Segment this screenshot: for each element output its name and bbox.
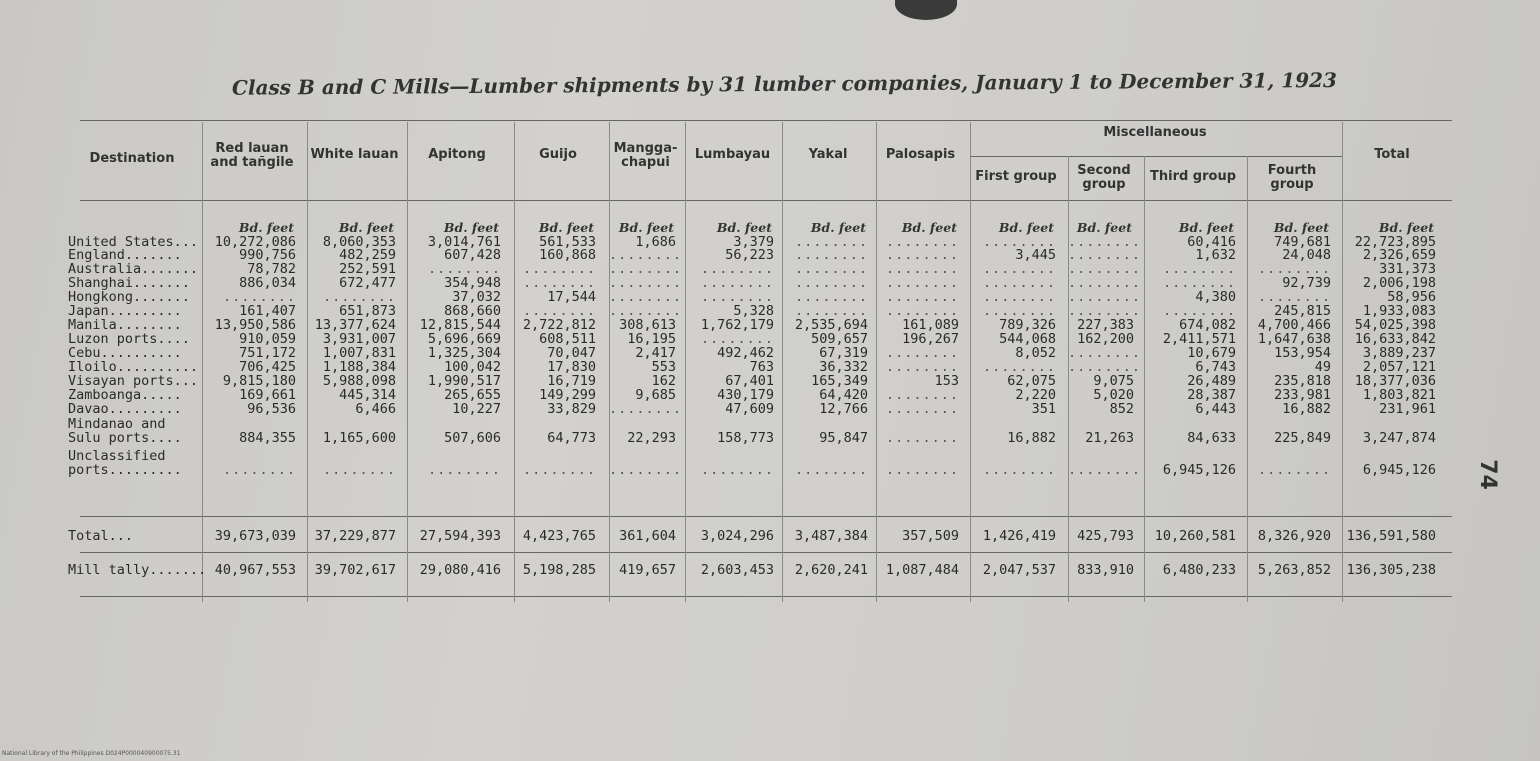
table-row-label: Davao......... <box>68 401 182 417</box>
unit-label: Bd. feet <box>538 220 594 235</box>
table-row-cell: 17,544 <box>547 289 596 305</box>
mill-tally-row-cell: 833,910 <box>1077 562 1134 578</box>
table-row-cell: ........ <box>427 461 501 478</box>
table-row-cell: ........ <box>885 261 959 277</box>
table-row-cell: 1,686 <box>635 234 676 250</box>
table-row-cell: 16,633,842 <box>1354 331 1436 347</box>
unit-label: Bd. feet <box>618 220 674 235</box>
table-row-cell: 706,425 <box>239 359 296 375</box>
total-row-cell: 425,793 <box>1077 528 1134 544</box>
table-row-cell: 9,815,180 <box>222 373 296 389</box>
table-row-cell: 2,220 <box>1015 387 1056 403</box>
table-row-cell: 165,349 <box>811 373 868 389</box>
table-row-cell: ........ <box>794 289 868 305</box>
table-row-cell: ........ <box>322 289 396 305</box>
table-row-cell: 5,988,098 <box>322 373 396 389</box>
table-row-cell: 3,445 <box>1015 247 1056 263</box>
table-row-cell: ........ <box>1162 261 1236 277</box>
table-row-cell: 2,326,659 <box>1362 247 1436 263</box>
table-row-cell: 10,272,086 <box>214 234 296 250</box>
table-row-cell: 749,681 <box>1274 234 1331 250</box>
table-row-cell: ........ <box>1162 275 1236 291</box>
table-row-cell: ........ <box>982 303 1056 319</box>
table-row-cell: 507,606 <box>444 429 501 446</box>
table-row-cell: ........ <box>1257 289 1331 305</box>
table-row-cell: 67,401 <box>725 373 774 389</box>
table-row-cell: ........ <box>885 303 959 319</box>
total-row-cell: 361,604 <box>619 528 676 544</box>
table-row-cell: 161,407 <box>239 303 296 319</box>
mill-tally-row-label: Mill tally....... <box>68 562 207 578</box>
table-row-cell: 49 <box>1314 359 1331 375</box>
table-row-cell: ........ <box>885 401 959 417</box>
unit-label: Bd. feet <box>810 220 866 235</box>
table-row-cell: 227,383 <box>1077 317 1134 333</box>
table-row-label: Manila........ <box>68 317 182 333</box>
table-row-cell: ........ <box>1068 261 1142 277</box>
table-row-cell: 1,762,179 <box>700 317 774 333</box>
table-row-cell: 2,006,198 <box>1362 275 1436 291</box>
table-row-cell: 8,052 <box>1015 345 1056 361</box>
table-row-cell: 3,379 <box>733 234 774 250</box>
total-row-cell: 10,260,581 <box>1154 528 1236 544</box>
header-column: Third group <box>1149 169 1237 184</box>
table-row-cell: 153 <box>934 373 959 389</box>
table-row-label: Iloilo.......... <box>68 359 199 375</box>
table-row-cell: 1,165,600 <box>322 429 396 446</box>
table-row-cell: 13,377,624 <box>314 317 396 333</box>
table-row-cell: 651,873 <box>339 303 396 319</box>
table-row-cell: ........ <box>222 461 296 478</box>
lumber-table <box>62 112 1452 602</box>
table-row-cell: 9,685 <box>635 387 676 403</box>
header-column: Guijo <box>539 147 577 162</box>
total-row-cell: 8,326,920 <box>1257 528 1331 544</box>
table-row-label: United States... <box>68 234 199 250</box>
unit-label: Bd. feet <box>716 220 772 235</box>
table-row-cell: 24,048 <box>1282 247 1331 263</box>
table-row-cell: 561,533 <box>539 234 596 250</box>
table-row-cell: 1,990,517 <box>427 373 501 389</box>
table-title: Class B and C Mills—Lumber shipments by 31 lumber companies, January 1 to December 31, 1923 <box>231 67 1337 100</box>
table-row-cell: 162,200 <box>1077 331 1134 347</box>
table-row-cell: 751,172 <box>239 345 296 361</box>
table-row-cell: ........ <box>885 247 959 263</box>
table-row-cell: 2,411,571 <box>1162 331 1236 347</box>
table-row-label: Cebu.......... <box>68 345 182 361</box>
table-row-cell: 158,773 <box>717 429 774 446</box>
table-row-cell: ........ <box>885 461 959 478</box>
table-row-cell: 8,060,353 <box>322 234 396 250</box>
header-column: Apitong <box>428 147 486 162</box>
header-column: Red lauan and tañgile <box>210 141 294 170</box>
unit-label: Bd. feet <box>1378 220 1434 235</box>
table-row-cell: 3,889,237 <box>1362 345 1436 361</box>
table-row-cell: 430,179 <box>717 387 774 403</box>
table-row-cell: 1,325,304 <box>427 345 501 361</box>
table-row-cell: 608,511 <box>539 331 596 347</box>
table-row-cell: 225,849 <box>1274 429 1331 446</box>
rule-misc-header <box>970 156 1342 157</box>
table-row-cell: 1,803,821 <box>1362 387 1436 403</box>
table-row-cell: 17,830 <box>547 359 596 375</box>
table-row-cell: ........ <box>222 289 296 305</box>
table-row-cell: 5,020 <box>1093 387 1134 403</box>
table-row-cell: 56,223 <box>725 247 774 263</box>
mill-tally-row-cell: 2,047,537 <box>982 562 1056 578</box>
table-row-cell: 868,660 <box>444 303 501 319</box>
table-row-cell: ........ <box>794 275 868 291</box>
mill-tally-row-cell: 2,620,241 <box>794 562 868 578</box>
table-row-cell: 196,267 <box>902 331 959 347</box>
table-row-label: Luzon ports.... <box>68 331 190 347</box>
table-row-cell: 153,954 <box>1274 345 1331 361</box>
mill-tally-row-cell: 5,263,852 <box>1257 562 1331 578</box>
table-row-cell: 445,314 <box>339 387 396 403</box>
page-number: 74 <box>1474 459 1500 490</box>
header-column: Fourth group <box>1267 163 1317 192</box>
rule-top <box>80 120 1452 121</box>
table-row-cell: 64,420 <box>819 387 868 403</box>
table-row-cell: ........ <box>609 247 683 263</box>
table-row-cell: 331,373 <box>1379 261 1436 277</box>
table-row-cell: ........ <box>885 345 959 361</box>
mill-tally-row-cell: 136,305,238 <box>1346 562 1436 578</box>
scan-blot <box>895 0 957 20</box>
table-row-cell: ........ <box>1068 234 1142 250</box>
unit-label: Bd. feet <box>338 220 394 235</box>
mill-tally-row-cell: 1,087,484 <box>885 562 959 578</box>
mill-tally-row-cell: 6,480,233 <box>1162 562 1236 578</box>
table-row-cell: ........ <box>794 234 868 250</box>
table-row-cell: 10,227 <box>452 401 501 417</box>
table-row-cell: ........ <box>609 303 683 319</box>
header-column: Yakal <box>808 147 848 162</box>
table-row-cell: 308,613 <box>619 317 676 333</box>
table-row-cell: 789,326 <box>999 317 1056 333</box>
table-row-cell: 161,089 <box>902 317 959 333</box>
table-row-label: Mindanao and Sulu ports.... <box>68 416 182 446</box>
total-row-cell: 3,024,296 <box>700 528 774 544</box>
table-row-cell: 607,428 <box>444 247 501 263</box>
table-row-cell: 22,293 <box>627 429 676 446</box>
table-row-cell: ........ <box>522 275 596 291</box>
table-row-cell: 2,535,694 <box>794 317 868 333</box>
table-row-cell: 3,247,874 <box>1362 429 1436 446</box>
table-row-cell: 4,700,466 <box>1257 317 1331 333</box>
scan-footer: National Library of the Philippines D024P000040900075.31 <box>2 750 181 757</box>
table-row-cell: ........ <box>1068 303 1142 319</box>
table-row-cell: 12,766 <box>819 401 868 417</box>
table-row-cell: 100,042 <box>444 359 501 375</box>
header-destination: Destination <box>89 151 175 166</box>
table-row-cell: ........ <box>1068 345 1142 361</box>
table-row-cell: 9,075 <box>1093 373 1134 389</box>
table-row-cell: 252,591 <box>339 261 396 277</box>
table-row-cell: ........ <box>1257 261 1331 277</box>
table-row-cell: 3,931,007 <box>322 331 396 347</box>
table-row-cell: 28,387 <box>1187 387 1236 403</box>
table-row-cell: 5,328 <box>733 303 774 319</box>
table-row-cell: 2,057,121 <box>1362 359 1436 375</box>
table-row-label: England....... <box>68 247 182 263</box>
table-row-cell: 6,743 <box>1195 359 1236 375</box>
table-row-cell: ........ <box>885 429 959 446</box>
table-row-cell: 62,075 <box>1007 373 1056 389</box>
unit-label: Bd. feet <box>238 220 294 235</box>
table-row-cell: ........ <box>982 289 1056 305</box>
unit-label: Bd. feet <box>443 220 499 235</box>
table-row-cell: 235,818 <box>1274 373 1331 389</box>
table-row-label: Shanghai....... <box>68 275 190 291</box>
table-row-cell: 5,696,669 <box>427 331 501 347</box>
table-row-cell: 886,034 <box>239 275 296 291</box>
table-row-cell: 37,032 <box>452 289 501 305</box>
header-column: First group <box>975 169 1057 184</box>
table-row-cell: ........ <box>1068 275 1142 291</box>
table-row-cell: 233,981 <box>1274 387 1331 403</box>
table-row-cell: ........ <box>982 359 1056 375</box>
table-row-cell: ........ <box>885 289 959 305</box>
table-row-cell: 265,655 <box>444 387 501 403</box>
unit-label: Bd. feet <box>1076 220 1132 235</box>
table-row-cell: 509,657 <box>811 331 868 347</box>
table-row-cell: 2,722,812 <box>522 317 596 333</box>
total-row-cell: 27,594,393 <box>419 528 501 544</box>
table-row-cell: 6,443 <box>1195 401 1236 417</box>
table-row-cell: 544,068 <box>999 331 1056 347</box>
total-row-cell: 3,487,384 <box>794 528 868 544</box>
table-row-cell: 64,773 <box>547 429 596 446</box>
header-column: Palosapis <box>885 147 956 162</box>
table-row-cell: 96,536 <box>247 401 296 417</box>
table-row-cell: 4,380 <box>1195 289 1236 305</box>
table-row-cell: 990,756 <box>239 247 296 263</box>
table-row-cell: 672,477 <box>339 275 396 291</box>
table-row-cell: ........ <box>609 401 683 417</box>
table-row-cell: 1,007,831 <box>322 345 396 361</box>
table-row-cell: 1,647,638 <box>1257 331 1331 347</box>
table-row-cell: 47,609 <box>725 401 774 417</box>
table-row-cell: 16,719 <box>547 373 596 389</box>
table-row-cell: ........ <box>794 247 868 263</box>
table-row-cell: ........ <box>522 261 596 277</box>
table-row-cell: 12,815,544 <box>419 317 501 333</box>
table-row-cell: ........ <box>700 331 774 347</box>
total-row-cell: 136,591,580 <box>1346 528 1436 544</box>
table-row-cell: ........ <box>700 261 774 277</box>
mill-tally-row-cell: 40,967,553 <box>214 562 296 578</box>
table-row-cell: 16,882 <box>1007 429 1056 446</box>
table-row-cell: ........ <box>885 359 959 375</box>
table-row-cell: 33,829 <box>547 401 596 417</box>
table-row-cell: 18,377,036 <box>1354 373 1436 389</box>
table-row-cell: 763 <box>749 359 774 375</box>
total-row-label: Total... <box>68 528 134 544</box>
table-row-cell: ........ <box>794 461 868 478</box>
header-column: White lauan <box>310 147 399 162</box>
table-row-cell: 162 <box>651 373 676 389</box>
table-row-cell: ........ <box>322 461 396 478</box>
table-row-cell: 22,723,895 <box>1354 234 1436 250</box>
mill-tally-row-cell: 419,657 <box>619 562 676 578</box>
table-row-cell: 70,047 <box>547 345 596 361</box>
table-row-cell: ........ <box>609 261 683 277</box>
table-row-cell: ........ <box>885 387 959 403</box>
table-row-cell: 10,679 <box>1187 345 1236 361</box>
table-row-cell: 78,782 <box>247 261 296 277</box>
table-row-cell: ........ <box>1162 303 1236 319</box>
table-row-label: Japan......... <box>68 303 182 319</box>
table-row-cell: 26,489 <box>1187 373 1236 389</box>
table-row-cell: 67,319 <box>819 345 868 361</box>
mill-tally-row-cell: 5,198,285 <box>522 562 596 578</box>
table-row-cell: ........ <box>609 289 683 305</box>
table-row-cell: ........ <box>982 275 1056 291</box>
table-row-cell: 1,632 <box>1195 247 1236 263</box>
mill-tally-row-cell: 2,603,453 <box>700 562 774 578</box>
table-row-cell: ........ <box>1068 461 1142 478</box>
table-row-cell: ........ <box>700 461 774 478</box>
mill-tally-row-cell: 29,080,416 <box>419 562 501 578</box>
header-column: Lumbayau <box>694 147 771 162</box>
table-row-cell: 482,259 <box>339 247 396 263</box>
header-column: Second group <box>1077 163 1131 192</box>
table-row-cell: 149,299 <box>539 387 596 403</box>
table-row-cell: 169,661 <box>239 387 296 403</box>
unit-label: Bd. feet <box>1273 220 1329 235</box>
total-row-cell: 357,509 <box>902 528 959 544</box>
table-row-cell: ........ <box>700 275 774 291</box>
table-row-cell: 95,847 <box>819 429 868 446</box>
table-row-cell: 354,948 <box>444 275 501 291</box>
table-row-cell: ........ <box>885 275 959 291</box>
table-row-cell: 16,195 <box>627 331 676 347</box>
table-row-cell: 92,739 <box>1282 275 1331 291</box>
table-row-cell: 54,025,398 <box>1354 317 1436 333</box>
table-row-cell: 492,462 <box>717 345 774 361</box>
table-row-cell: 60,416 <box>1187 234 1236 250</box>
table-row-cell: ........ <box>522 461 596 478</box>
total-row-cell: 37,229,877 <box>314 528 396 544</box>
total-row-cell: 4,423,765 <box>522 528 596 544</box>
table-row-cell: 84,633 <box>1187 429 1236 446</box>
table-row-cell: 884,355 <box>239 429 296 446</box>
table-row-cell: 160,868 <box>539 247 596 263</box>
table-row-cell: ........ <box>609 275 683 291</box>
table-row-cell: 13,950,586 <box>214 317 296 333</box>
table-row-cell: 1,188,384 <box>322 359 396 375</box>
table-row-cell: ........ <box>982 461 1056 478</box>
table-row-cell: 351 <box>1031 401 1056 417</box>
table-row-cell: ........ <box>1068 289 1142 305</box>
table-row-cell: ........ <box>1257 461 1331 478</box>
table-row-cell: ........ <box>609 461 683 478</box>
header-column: Mangga- chapui <box>613 141 678 170</box>
table-row-label: Unclassified ports......... <box>68 448 182 478</box>
table-row-cell: 6,945,126 <box>1162 461 1236 478</box>
table-row-cell: 852 <box>1109 401 1134 417</box>
table-row-cell: ........ <box>700 289 774 305</box>
table-row-cell: ........ <box>522 303 596 319</box>
table-row-label: Visayan ports... <box>68 373 199 389</box>
header-miscellaneous: Miscellaneous <box>1103 125 1207 140</box>
table-row-cell: ........ <box>794 261 868 277</box>
unit-label: Bd. feet <box>998 220 1054 235</box>
table-row-cell: 553 <box>651 359 676 375</box>
unit-label: Bd. feet <box>1178 220 1234 235</box>
table-row-cell: 231,961 <box>1379 401 1436 417</box>
table-row-cell: 6,945,126 <box>1362 461 1436 478</box>
table-row-cell: 21,263 <box>1085 429 1134 446</box>
table-row-cell: 674,082 <box>1179 317 1236 333</box>
table-row-cell: 58,956 <box>1387 289 1436 305</box>
table-row-label: Hongkong....... <box>68 289 190 305</box>
table-row-cell: ........ <box>982 261 1056 277</box>
table-row-cell: 910,059 <box>239 331 296 347</box>
total-row-cell: 1,426,419 <box>982 528 1056 544</box>
mill-tally-row-cell: 39,702,617 <box>314 562 396 578</box>
table-row-cell: ........ <box>794 303 868 319</box>
table-row-cell: ........ <box>1068 247 1142 263</box>
table-row-cell: 6,466 <box>355 401 396 417</box>
table-row-cell: ........ <box>427 261 501 277</box>
table-row-cell: 245,815 <box>1274 303 1331 319</box>
unit-label: Bd. feet <box>901 220 957 235</box>
table-row-label: Australia....... <box>68 261 199 277</box>
table-row-cell: 16,882 <box>1282 401 1331 417</box>
table-row-cell: ........ <box>885 234 959 250</box>
table-row-cell: 1,933,083 <box>1362 303 1436 319</box>
table-row-cell: ........ <box>982 234 1056 250</box>
table-row-label: Zamboanga..... <box>68 387 182 403</box>
header-column: Total <box>1374 147 1410 162</box>
table-row-cell: ........ <box>1068 359 1142 375</box>
table-row-cell: 3,014,761 <box>427 234 501 250</box>
table-row-cell: 2,417 <box>635 345 676 361</box>
table-row-cell: 36,332 <box>819 359 868 375</box>
total-row-cell: 39,673,039 <box>214 528 296 544</box>
